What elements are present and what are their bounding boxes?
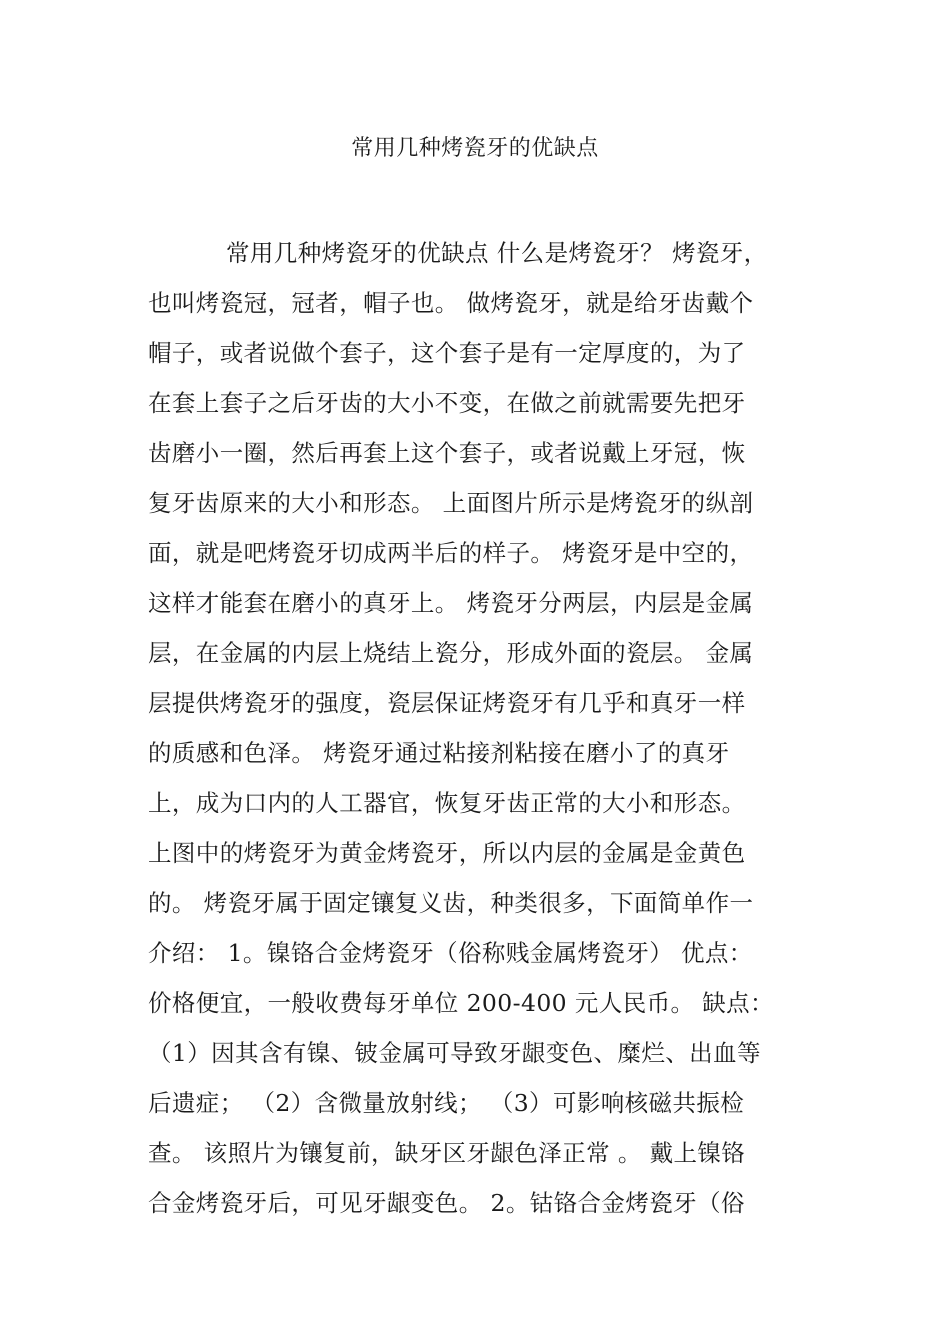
body-line: 上，成为口内的人工器官，恢复牙齿正常的大小和形态。 xyxy=(148,789,746,817)
body-line: 面，就是吧烤瓷牙切成两半后的样子。 烤瓷牙是中空的， xyxy=(148,539,754,567)
body-line: 价格便宜，一般收费每牙单位 200-400 元人民币。 缺点： xyxy=(148,989,774,1017)
body-line: 层，在金属的内层上烧结上瓷分，形成外面的瓷层。 金属 xyxy=(148,639,754,667)
body-line: 这样才能套在磨小的真牙上。 烤瓷牙分两层，内层是金属 xyxy=(148,589,754,617)
body-line: 也叫烤瓷冠，冠者，帽子也。 做烤瓷牙，就是给牙齿戴个 xyxy=(148,289,754,317)
body-line: 的。 烤瓷牙属于固定镶复义齿，种类很多，下面简单作一 xyxy=(148,889,754,917)
body-line: 后遗症； （2）含微量放射线； （3）可影响核磁共振检 xyxy=(148,1089,745,1117)
body-line: 合金烤瓷牙后，可见牙龈变色。 2。钴铬合金烤瓷牙（俗 xyxy=(148,1189,745,1217)
document-title: 常用几种烤瓷牙的优缺点 xyxy=(351,136,599,161)
body-line: 齿磨小一圈，然后再套上这个套子，或者说戴上牙冠，恢 xyxy=(148,439,746,467)
body-line: 上图中的烤瓷牙为黄金烤瓷牙，所以内层的金属是金黄色 xyxy=(148,839,746,867)
body-line: 复牙齿原来的大小和形态。 上面图片所示是烤瓷牙的纵剖 xyxy=(148,489,754,517)
body-line: 介绍： 1。镍铬合金烤瓷牙（俗称贱金属烤瓷牙） 优点： xyxy=(148,939,753,967)
body-line: 查。 该照片为镶复前，缺牙区牙龈色泽正常 。 戴上镍铬 xyxy=(148,1139,746,1167)
document-body xyxy=(148,228,808,1228)
body-line: 在套上套子之后牙齿的大小不变，在做之前就需要先把牙 xyxy=(148,389,746,417)
body-line: 常用几种烤瓷牙的优缺点 什么是烤瓷牙？ 烤瓷牙， xyxy=(226,239,768,267)
body-line: 层提供烤瓷牙的强度，瓷层保证烤瓷牙有几乎和真牙一样 xyxy=(148,689,746,717)
body-line: 的质感和色泽。 烤瓷牙通过粘接剂粘接在磨小了的真牙 xyxy=(148,739,730,767)
body-line: 帽子，或者说做个套子，这个套子是有一定厚度的，为了 xyxy=(148,339,746,367)
body-line: （1）因其含有镍、铍金属可导致牙龈变色、糜烂、出血等 xyxy=(148,1039,761,1067)
